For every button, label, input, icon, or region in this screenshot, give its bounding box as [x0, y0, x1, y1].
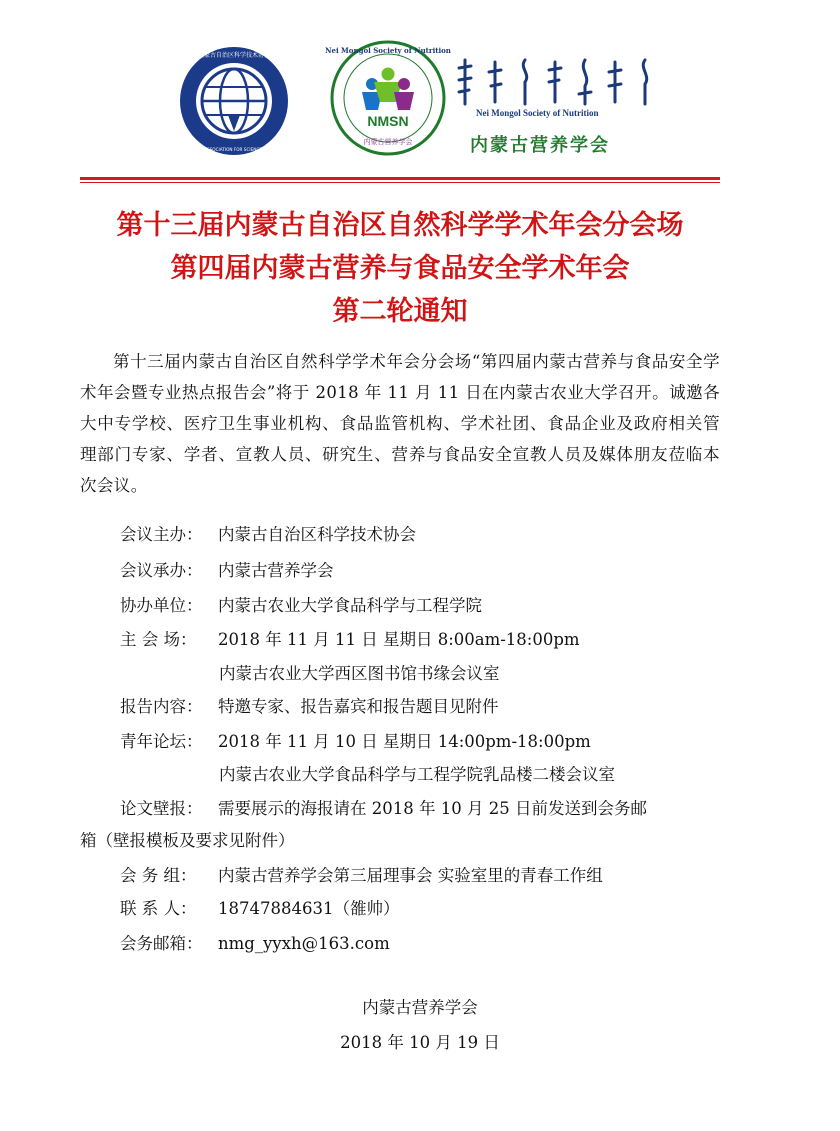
intro-paragraph: 第十三届内蒙古自治区自然科学学术年会分会场“第四届内蒙古营养与食品安全学术年会暨专业热点报告会”将于 2018 年 11 月 11 日在内蒙古农业大学召开。诚邀各大中专学校、医疗卫生事业机构、食品监管机构、学术社团、食品企业及政府相关管理部门专家、学者、宣教人员、研究生、营养与食品安全宣教人员及媒体朋友莅临本次会议。 [80, 352, 720, 495]
affairs-row [120, 862, 603, 886]
co-organizer-label: 协办单位： [120, 596, 203, 615]
affairs-value: 内蒙古营养学会第三届理事会 实验室里的青春工作组 [218, 866, 603, 885]
header-divider-thin [80, 182, 720, 183]
header-divider [80, 177, 720, 180]
host-row [120, 521, 416, 545]
poster-continuation: 箱（壁报模板及要求见附件） [80, 831, 295, 850]
co-organizer-row [120, 592, 482, 616]
report-value: 特邀专家、报告嘉宾和报告题目见附件 [218, 697, 499, 716]
host-label: 会议主办： [120, 525, 203, 544]
co-organizer-value: 内蒙古农业大学食品科学与工程学院 [218, 596, 482, 615]
youth-forum-place: 内蒙古农业大学食品科学与工程学院乳品楼二楼会议室 [219, 765, 615, 784]
logo2-ring-text: Nei Mongol Society of Nutrition [325, 46, 451, 55]
organizer-label: 会议承办： [120, 561, 203, 580]
main-venue-row [120, 626, 580, 650]
main-venue-place: 内蒙古农业大学西区图书馆书缘会议室 [219, 664, 500, 683]
mongolian-script-graphic [455, 58, 655, 108]
logo1-ring-text: 内蒙古自治区科学技术协会 [197, 52, 271, 59]
association-logo [165, 45, 303, 157]
main-venue-time: 2018 年 11 月 11 日 星期日 8:00am-18:00pm [218, 630, 580, 649]
youth-forum-label: 青年论坛： [120, 732, 203, 751]
poster-row [120, 795, 647, 819]
poster-value: 需要展示的海报请在 2018 年 10 月 25 日前发送到会务邮 [218, 799, 647, 818]
organizer-row [120, 557, 334, 581]
youth-forum-time: 2018 年 11 月 10 日 星期日 14:00pm-18:00pm [218, 732, 591, 751]
contact-value: 18747884631（雒帅） [218, 899, 400, 918]
logo2-bottom-text: 内蒙古营养学会 [363, 138, 413, 146]
society-english-name: Nei Mongol Society of Nutrition [476, 108, 599, 118]
nutrition-society-logo [325, 40, 451, 156]
main-venue-label: 主 会 场： [120, 630, 197, 649]
signature-org: 内蒙古营养学会 [362, 998, 478, 1017]
email-row [120, 930, 390, 954]
logo1-ring-text-en: INNER MONGOLIA ASSOCIATION FOR SCIENCE AND TECHNOLOGY [165, 147, 303, 152]
letterhead [0, 0, 800, 180]
title-line-1: 第十三届内蒙古自治区自然科学学术年会分会场 [116, 210, 684, 241]
youth-forum-row [120, 728, 591, 752]
signature-date: 2018 年 10 月 19 日 [340, 1033, 500, 1052]
report-row [120, 693, 499, 717]
title-line-3: 第二轮通知 [332, 296, 468, 327]
email-label: 会务邮箱： [120, 934, 203, 953]
logo2-abbr: NMSN [367, 113, 409, 129]
contact-label: 联 系 人： [120, 899, 197, 918]
email-value[interactable]: nmg_yyxh@163.com [218, 934, 390, 953]
title-line-2: 第四届内蒙古营养与食品安全学术年会 [170, 253, 630, 284]
poster-label: 论文壁报： [120, 799, 203, 818]
affairs-label: 会 务 组： [120, 866, 197, 885]
contact-row [120, 895, 399, 919]
organizer-value: 内蒙古营养学会 [218, 561, 334, 580]
host-value: 内蒙古自治区科学技术协会 [218, 525, 416, 544]
society-chinese-name: 内蒙古营养学会 [470, 135, 610, 156]
report-label: 报告内容： [120, 697, 203, 716]
